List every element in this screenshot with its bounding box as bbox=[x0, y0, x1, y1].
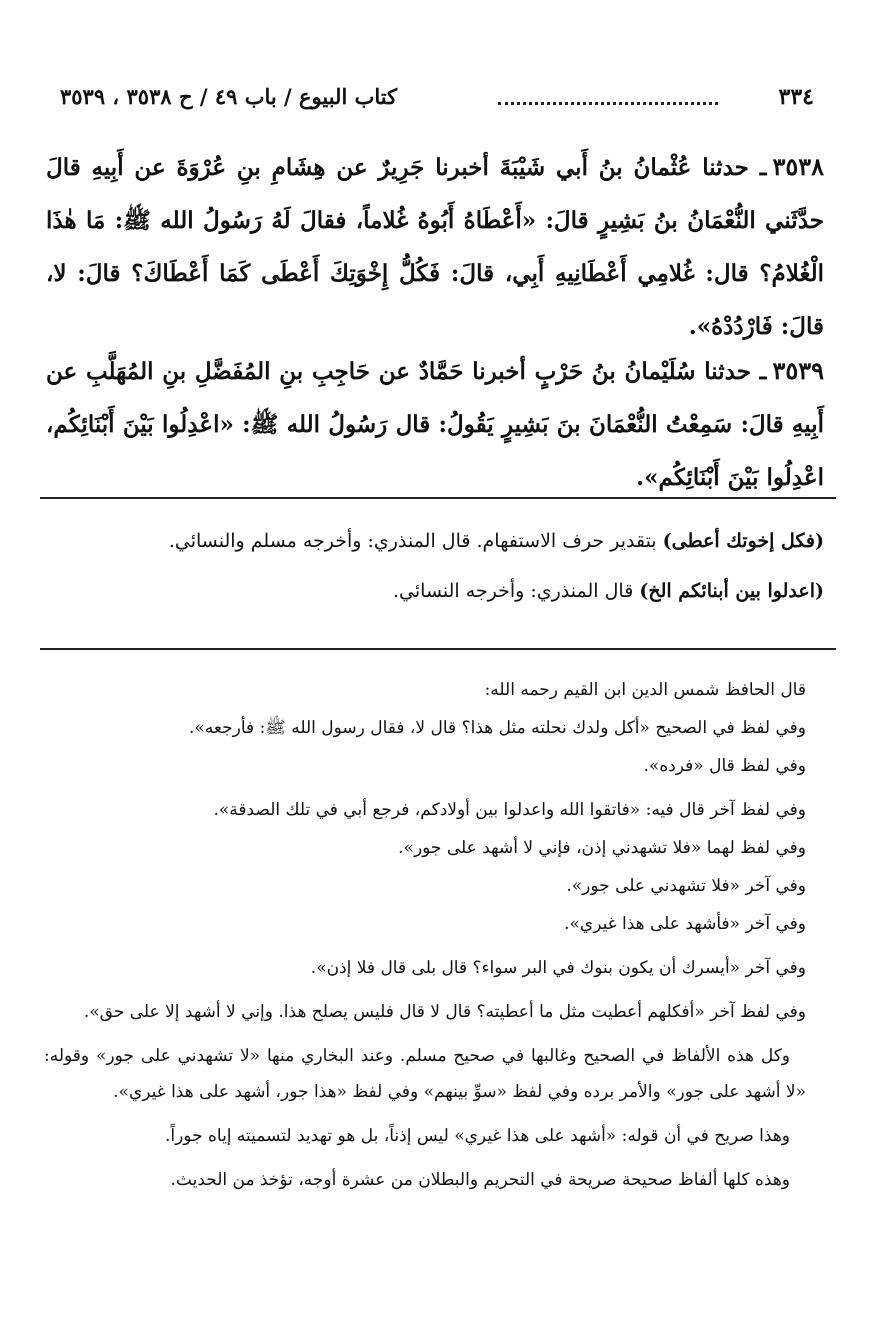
commentary-paragraph: قال الحافظ شمس الدين ابن القيم رحمه الله: bbox=[484, 680, 806, 700]
divider-rule bbox=[40, 648, 836, 650]
hadith-3538 bbox=[46, 140, 824, 353]
commentary-section bbox=[44, 672, 806, 1200]
footnote bbox=[46, 566, 824, 616]
divider-rule bbox=[40, 497, 836, 499]
commentary-paragraph: وفي آخر «فأشهد على هذا غيري». bbox=[564, 914, 806, 934]
commentary-paragraph: وفي لفظ قال «فرده». bbox=[643, 756, 806, 776]
footnote-text: بتقدير حرف الاستفهام. قال المنذري: وأخرجه مسلم والنسائي. bbox=[168, 530, 663, 552]
hadith-number: ٣٥٣٩ bbox=[772, 356, 824, 385]
commentary-paragraph: وكل هذه الألفاظ في الصحيح وغالبها في صحيح مسلم. وعند البخاري منها «لا تشهدني على جور» وقوله: «لا أشهد على جور» والأمر برده وفي لفظ «سوِّ بينهم» وفي لفظ «هذا جور، أشهد على هذا غيري». bbox=[44, 1046, 806, 1102]
commentary-paragraph: وهذه كلها ألفاظ صحيحة صريحة في التحريم والبطلان من عشرة أوجه، تؤخذ من الحديث. bbox=[170, 1170, 790, 1190]
footnote bbox=[46, 516, 824, 566]
footnotes bbox=[46, 516, 824, 616]
hadith-3539 bbox=[46, 344, 824, 504]
commentary-paragraph: وفي لفظ آخر قال فيه: «فاتقوا الله واعدلوا بين أولادكم، فرجع أبي في تلك الصدقة». bbox=[213, 800, 806, 820]
commentary-paragraph: وفي آخر «أيسرك أن يكون بنوك في البر سواء؟ قال بلى قال فلا إذن». bbox=[310, 958, 806, 978]
commentary-paragraph: وهذا صريح في أن قوله: «أشهد على هذا غيري» ليس إذناً، بل هو تهديد لتسميته إياه جوراً. bbox=[164, 1126, 790, 1146]
running-title: كتاب البيوع / باب ٤٩ / ح ٣٥٣٨ ، ٣٥٣٩ bbox=[60, 84, 398, 109]
footnote-lemma: (فكل إخوتك أعطى) bbox=[662, 530, 824, 552]
commentary-paragraph: وفي لفظ لهما «فلا تشهدني إذن، فإني لا أشهد على جور». bbox=[398, 838, 806, 858]
hadith-text: ـ حدثنا سُلَيْمانُ بنُ حَرْبٍ أخبرنا حَمَّادٌ عن حَاجِبِ بنِ المُفَضَّلِ بنِ المُهَلَّبِ عن أَبِيهِ قالَ: سَمِعْتُ النُّعْمَانَ بنَ بَشِيرٍ يَقُولُ: قال رَسُولُ الله ﷺ: «اعْدِلُوا بَيْنَ أَبْنَائِكُم، اعْدِلُوا بَيْنَ أَبْنَائِكُم». bbox=[46, 358, 824, 491]
page-number: ٣٣٤ bbox=[778, 84, 814, 110]
page-header bbox=[60, 84, 814, 118]
commentary-paragraph: وفي آخر «فلا تشهدني على جور». bbox=[566, 876, 806, 896]
commentary-paragraph: وفي لفظ في الصحيح «أكل ولدك نحلته مثل هذا؟ قال لا، فقال رسول الله ﷺ: فأرجعه». bbox=[189, 718, 806, 738]
header-dotted-leader bbox=[498, 90, 718, 105]
footnote-text: قال المنذري: وأخرجه النسائي. bbox=[392, 580, 640, 602]
commentary-paragraph: وفي لفظ آخر «أفكلهم أعطيت مثل ما أعطيته؟ قال لا قال فليس يصلح هذا. وإني لا أشهد إلا على حق». bbox=[83, 1002, 806, 1022]
hadith-text: ـ حدثنا عُثْمانُ بنُ أَبي شَيْبَةَ أخبرنا جَرِيرٌ عن هِشَامِ بنِ عُرْوَةَ عن أَبِيهِ قالَ حدَّثَني النُّعْمَانُ بنُ بَشِيرٍ قالَ: «أَعْطَاهُ أَبُوهُ غُلاماً، فقالَ لَهُ رَسُولُ الله ﷺ: مَا هٰذَا الْغُلامُ؟ قال: غُلامِي أَعْطَانِيهِ أَبِي، قالَ: فَكُلُّ إِخْوَتِكَ أَعْطَى كَمَا أَعْطَاكَ؟ قالَ: لا، قالَ: فَارْدُدْهُ». bbox=[46, 154, 824, 340]
hadith-number: ٣٥٣٨ bbox=[772, 152, 824, 181]
footnote-lemma: (اعدلوا بين أبنائكم الخ) bbox=[639, 580, 824, 602]
